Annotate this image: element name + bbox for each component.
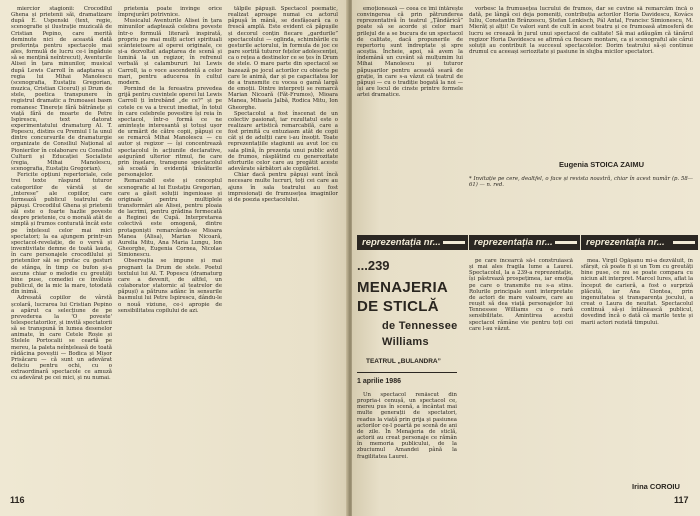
paragraph: mea. Virgil Ogășanu mi-a dezvăluit, în sfârșit, că poate fi și un Tom cu greutăți bine puse, ce nu se poate compara cu niciun alt interpret. Marcel Iures, aflat la început de carieră, a fost o surpriză plăcută, iar Ana Ciontea, prin ingenuitatea și transparența jocului, a creat o Laura de neuitat. Spectacolul continuă să-și întâlnească publicul, dovedind încă o dată că marile texte și marii actori rezistă timpului. bbox=[581, 258, 693, 326]
paragraph: Pornind de la fereastra prevedea grijă pentru cuvintele operei lui Lewis Carroll ți întrebând „de ce?” și pe cotele ce va a trecut imediat, în totul în care celebrele povestire își reia în spectacol, într-o formă ce ne amintește interesantă și totuși ușor de urmărit de către copii, păpuși ce se remarcă Mihai Manolescu — cu autor și regizor — își concentrează spectacolul în acțiunile declarative, asigurând ulterior ritmul, fie care prin înșelare, transpune spectacolul să scoată în evidență trăsăturile personajelor. bbox=[118, 86, 222, 179]
right-bottom-column-3 bbox=[581, 258, 693, 480]
section-tab: reprezentația nr... bbox=[469, 235, 580, 250]
performance-number: ...239 bbox=[357, 258, 390, 273]
author-signature: Eugenia STOICA ZAIMU bbox=[559, 160, 645, 169]
paragraph: Remarcabil este și conceptul scenografic al lui Eustațiu Gregorian, care a găsit soluții ingenioase și originale pentru multiplele transformări ale Alisei, pentru ploaia de lacrimi, pentru grădina fermecată a Reginei de Cupă. Interpretarea colectivă este omogenă, dintre protagoniști remarcându-se Mioara Manea (Alisa), Marian Nicoară, Aurelia Mitu, Ana Maria Lungu, Ion Gheorghe, Eugenia Cornea, Nicolae Simionescu. bbox=[118, 178, 222, 259]
play-author-line-1: de Tennessee bbox=[382, 320, 458, 332]
section-tab: reprezentația nr... bbox=[581, 235, 698, 250]
play-title-line-2: DE STICLĂ bbox=[357, 298, 439, 315]
play-author-line-2: Williams bbox=[382, 336, 429, 348]
right-top-column-2 bbox=[469, 6, 693, 154]
right-page-content bbox=[352, 0, 700, 516]
paragraph: Chiar dacă pentru păpuși sunt încă necesare multe lucruri, toți cei care au ajuns în sala teatrului au fost impresionați de frumusețea imaginilor și de poezia spectacolului. bbox=[228, 172, 338, 203]
paragraph: emoționează — ceea ce îmi întărește convingerea că prin pătrunderea reprezentativă în teatrul „Țăndărică” poate să se acorde și celor mari prilejul de a se bucura de un spectacol de calitate, dacă propunerile de repertoriu sunt îndreptate și spre aceștia. Încheie, apoi, să avem la îndemână un cuvânt să mulțumim lui Mihai Manolescu și tuturor păpușarilor pentru această seară de grație, în care s-a văzut că teatrul de păpuși — cu o tradiție bogată la noi — își are locul de cinste printre formele artei dramatice. bbox=[357, 6, 463, 99]
paragraph: vorbesc la frumusețea lucrului de frumos, dar se cuvine să remarcăm încă o dată, pe lângă cei deja pomeniți, contribuția actorilor Horia Davidescu, Kovács Iuliu, Constantin Brânzescu, Ștefan Lenkisch, Pál Antal, Francisc Simionescu, M. Mierăț și alții! Ce valori sunt de cult în acest teatru și ce frumoasă atmosferă de lucru se creează în jurul unui spectacol de calitate! Să mai adăugăm că tânărul regizor Horia Davidescu se afirmă cu fiecare montare, ca și scenograful ale cărui soluții au contribuit la succesul spectacolelor. Dorim teatrului să-și continue drumul cu aceeași seriozitate și pasiune în slujba micilor spectatori. bbox=[469, 6, 693, 56]
paragraph: tălpile păpușii. Spectacol poematic, realizat aproape numai cu actorul păpușă în mână, se desfășoară ca o frescă amplă. Este evident că păpușile și decorul conțin fiecare „gardurile” spectacolului — oglinda, schimbările cu gesturile actorului, în formula de joc ce pare sortită tuturor fețelor adolescenței, ca o rețea a destinelor ce se țes în Drum de stele. O mare parte din spectacol se bazează pe jocul actorilor cu obiecte pe care le animă, dar și pe capacitatea lor de a transmite cu vocea o gamă largă de emoții. Dintre interpreți se remarcă Marian Nicoară (Făt-Frumos), Mioara Manea, Mihaela Jalbă, Rodica Mitu, Ion Gheorghe. bbox=[228, 6, 338, 111]
paragraph: Spectacolul a fost înscenat de un colectiv pasionat, iar rezultatul este o realizare artistică remarcabilă, care a fost primită cu entuziasm atât de copii cât și de adulții care i-au însoțit. Toate reprezentațiile stagiunii au avut loc cu sala plină, în prezența unui public avid de frumos, răsplătind cu generozitate eforturile celor care au pregătit aceste adevărate sărbători ale copilăriei. bbox=[228, 110, 338, 173]
right-bottom-column-2 bbox=[469, 258, 573, 506]
paragraph: Un spectacol renăscut din propria-i cenușă, un spectacol ce, mereu pus în scenă, a încântat mai multe generații de spectatori, readus la viață prin grija și pasiunea actorilor ce-l poartă pe scenă de ani de zile. În Menajeria de sticlă, actorii au creat personaje ce rămân în memoria publicului, de la zbuciumul Amandei până la fragilitatea Laurei. bbox=[357, 392, 457, 460]
section-tab: reprezentația nr... bbox=[357, 235, 468, 250]
theatre-name: TEATRUL „BULANDRA” bbox=[366, 358, 441, 365]
paragraph: Musicalul Aventurile Alisei în țara minunilor adaptează celebra poveste într-o formulă literară inspirată, propriu pe mai mulți actori spirituali scânteietoare al operei originale, ce și-a dezvoltat adaptarea de scenă și lumină la un regizor, în refrenul verbală și calambururi lui Lewis Carroll, ia o voce ascendentă a celor mari, pentru aducerea în cultul modern. bbox=[118, 18, 222, 86]
paragraph: Adresată copiilor de vârstă școlară, lucrarea lui Cristian Pepino a apărut ca selecțiune de pe prevederea la 'O poveste' telespectatorilor, și invită spectatorii să se transpună în lumea desenelor animate, în care Cetele Roșie și Stelele Portocalii se ceartă pe mereu, la paleta neînțeleasă de toată rădăcina poveștii — Bodica și Mișor Prisăcaru — că sunt un adevărat deliciu pentru ochi, cu o extraordinară spectacole ce amuză cu adevărat pe cei mici, și nu numai. bbox=[11, 295, 112, 382]
divider bbox=[357, 372, 457, 373]
paragraph: Fericite opțiuni repertoriale, cele trei texte răspund tuturor categoriilor de vârstă și de „interese” ale copiilor, care formează publicul teatrului de păpuși. Crocodilul Ghena și prietenii săi este o foarte hazlie poveste despre prietenie, cu o morală atât de simplă și frumos conturată încât este pe înțelesul celor mai mici spectatori; la ea ajungem printr-un spectacol-revelație, de o vervă și inventivitate demne de toată lauda, în care personajele crocodilului și prietenilor săi se prefac cu gesturi de stânga, în timp ce bufon și-a ascuns chiar o melodie cu greutăți bine puse, comediei ce învăluie publicul, de la mic la mare, totodată din inimă. bbox=[11, 172, 112, 296]
paragraph: Observația se impune și mai pregnant la Drum de stele. Poetul textului lui Al. T. Popescu (dramaturg care a devenit, de altfel, un colaborator statornic al teatrelor de păpuși) a pătruns adânc în sensurile basmului lui Petre Ispirescu, dându-le o nouă viziune, ce-i apropie de sensibilitatea copilului de azi. bbox=[118, 258, 222, 314]
paragraph: prietenia poate învinge orice împrejurări potrivnice. bbox=[118, 6, 222, 19]
paragraph: pe care încearcă să-i construiască și mai ales fragila lume a Laurei. Spectacolul, la a 239-a reprezentație, își păstrează prospețimea, iar emoția pe care o transmite nu s-a stins. Rolurile principale sunt interpretate de actori de mare valoare, care au reușit să dea viață personajelor lui Tennessee Williams cu o rară sensibilitate. Amintirea acestui spectacol rămâne vie pentru toți cei care l-au văzut. bbox=[469, 258, 573, 332]
page-number: 116 bbox=[10, 495, 25, 505]
performance-date: 1 aprilie 1986 bbox=[357, 378, 401, 385]
right-top-column-1 bbox=[357, 6, 463, 228]
editorial-note: * Invitație pe cere, dealtfel, o face și revista noastră, chiar în acest număr (p. 58—61) — n. red. bbox=[469, 176, 693, 189]
paragraph: miercior stagionii: Crocodilul Ghena și prietenii săi, dramatizare după E. Uspenski (text, regie, scenografie și ilustrație muzicală de Cristian Pepino, care merită deminute nici de această dată preferința pentru spectacole mai ales, formulă de lucru ce-i îngăduie să se mențină neîntrecut), Aventurile Alisei în țara minunilor, musical după Lewis Carroll în adaptarea și regia lui Mihai Manolescu (scenografia, Eustațiu Gregorian, muzica, Cristian Cicerul) și Drum de stele, poetica transpunere în registrul dramatic a frumoasei basm romanesc Tinerețe fără bătrânețe și viață fără de moarte de Petre Ispirescu, text datorat experimentatului dramaturg Al. T. Popescu, distins cu Premiul I la unul dintre concursurile de dramaturgie organizate de Consiliul Național al Pionierilor în colaborare cu Consiliul Culturii și Educației Socialiste (regia, Mihai Manolescu, scenografia, Eustațiu Gregorian). bbox=[11, 6, 112, 173]
right-bottom-column-1 bbox=[357, 392, 457, 506]
author-signature: Irina COROIU bbox=[632, 482, 680, 491]
page-number: 117 bbox=[674, 495, 689, 505]
play-title-line-1: MENAJERIA bbox=[357, 279, 449, 296]
